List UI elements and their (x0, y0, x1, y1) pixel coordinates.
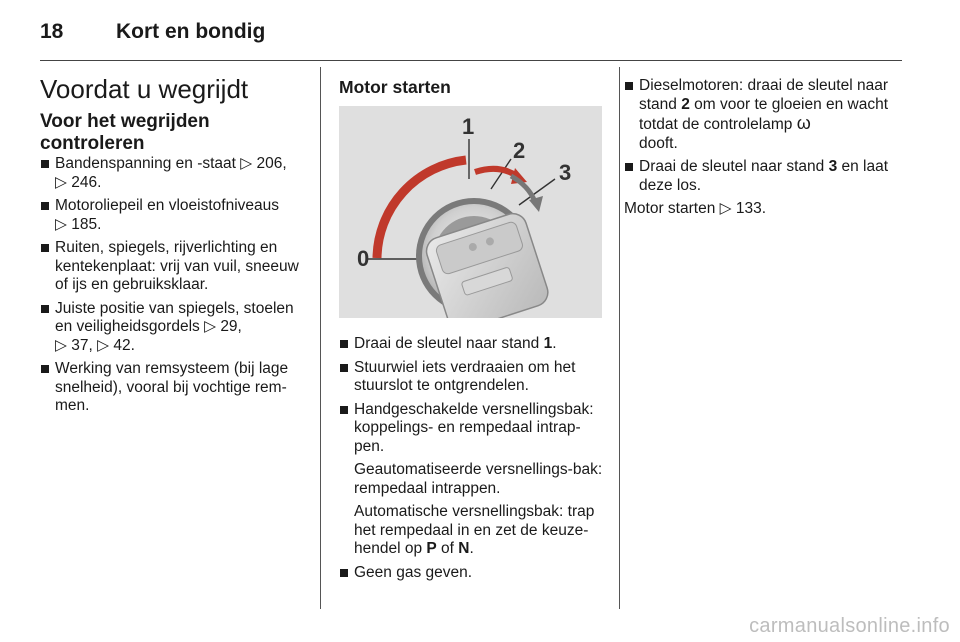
page-ref-link[interactable]: 185. (71, 215, 102, 233)
position-label-2: 2 (513, 138, 526, 163)
list-item: Juiste positie van spiegels, stoelen en veiligheidsgordels ▷ 29, ▷ 37, ▷ 42. (40, 300, 304, 356)
list-item: Handgeschakelde versnellingsbak: koppelings- en rempedaal intrap-pen. Geautomatiseerde versnellings-bak: rempedaal intrappen. Automatische versnellingsbak: trap het rempedaal in en zet de keuze-hendel op P of N. (339, 401, 604, 559)
page-ref-icon: ▷ (55, 173, 67, 191)
column-divider-2 (619, 67, 620, 609)
start-steps (339, 335, 604, 582)
cross-reference: Motor starten ▷ 133. (624, 200, 767, 217)
page-ref-link[interactable]: 133. (735, 200, 767, 217)
section-title: Voordat u wegrijdt (40, 74, 249, 104)
page-ref-link[interactable]: 246. (71, 173, 102, 191)
list-item: Geen gas geven. (339, 564, 604, 583)
checklist-title: Voor het wegrijden controleren (40, 111, 210, 154)
column-1 (40, 74, 304, 421)
page-ref-link[interactable]: 42. (113, 336, 135, 354)
list-item: Werking van remsysteem (bij lage snelheid), vooral bij vochtige rem-men. (40, 360, 304, 416)
diesel-steps (624, 77, 904, 195)
page-ref-link[interactable]: 37, (71, 336, 93, 354)
checklist (40, 155, 304, 416)
arrow-to-2 (475, 169, 517, 176)
list-item: Motoroliepeil en vloeistofniveaus ▷ 185. (40, 197, 304, 234)
page-ref-link[interactable]: 29, (220, 318, 242, 335)
paragraph: Automatische versnellingsbak: trap het rempedaal in en zet de keuze-hendel op P of N. (354, 503, 595, 557)
list-item: Dieselmotoren: draai de sleutel naar stand 2 om voor te gloeien en wacht totdat de controlelamp ω dooft. (624, 77, 904, 153)
page-number: 18 (40, 20, 64, 43)
column-2 (339, 76, 604, 587)
page-ref-icon: ▷ (55, 336, 67, 354)
header-rule (40, 60, 902, 61)
page-ref-icon: ▷ (240, 155, 253, 172)
ignition-switch-illustration (339, 106, 602, 318)
paragraph: Geautomatiseerde versnellings-bak: rempedaal intrappen. (354, 461, 603, 497)
watermark: carmanualsonline.info (749, 615, 950, 637)
glow-plug-icon: ω (796, 113, 811, 133)
page-ref-icon: ▷ (204, 318, 216, 335)
position-label-1: 1 (462, 114, 475, 139)
list-item: Bandenspanning en -staat ▷ 206, ▷ 246. (40, 155, 304, 192)
page-ref-link[interactable]: 206, (256, 155, 287, 172)
list-item: Draai de sleutel naar stand 1. (339, 335, 604, 354)
list-item: Stuurwiel iets verdraaien om het stuurslot te ontgrendelen. (339, 359, 604, 396)
list-item: Ruiten, spiegels, rijverlichting en kentekenplaat: vrij van vuil, sneeuw of ijs en gebruiksklaar. (40, 239, 304, 295)
page-title: Kort en bondig (116, 20, 266, 43)
position-label-0: 0 (357, 246, 370, 271)
page-ref-icon: ▷ (97, 336, 110, 354)
page-ref-icon: ▷ (719, 200, 732, 217)
engine-start-title: Motor starten (339, 77, 451, 97)
page-ref-icon: ▷ (55, 215, 67, 233)
column-3 (624, 77, 904, 219)
ignition-figure (339, 106, 602, 318)
position-label-3: 3 (559, 160, 572, 185)
page-header (40, 20, 902, 50)
list-item: Draai de sleutel naar stand 3 en laat deze los. (624, 158, 904, 195)
column-divider-1 (320, 67, 321, 609)
